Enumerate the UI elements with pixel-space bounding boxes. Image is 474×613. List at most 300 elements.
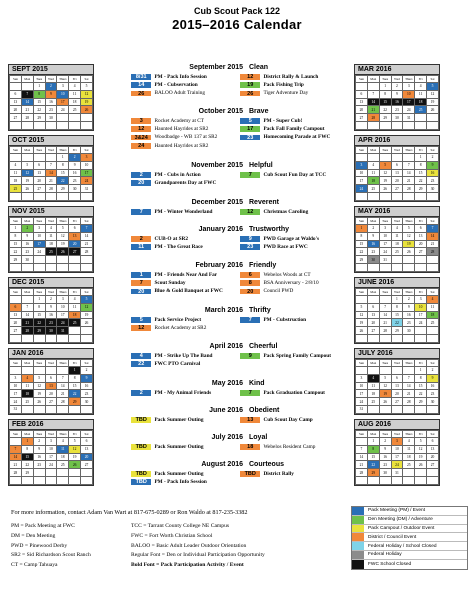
calendar-day [356,367,368,375]
event-name: Pack Summer Outing [154,471,204,478]
event-name: Pack Summer Outing [154,444,204,451]
calendar-day: 14 [403,169,415,177]
calendar-day: 25 [403,461,415,469]
event-date [239,142,261,150]
month-theme: Friendly [249,262,277,269]
calendar-day: 18 [403,453,415,461]
calendar-day: 27 [45,398,57,406]
legend-swatch [352,507,364,515]
calendar-day: 4 [57,438,69,446]
calendar-day: 20 [69,240,81,248]
calendar-day: 22 [33,106,45,114]
calendar-day: 9 [33,445,45,453]
month-heading [130,262,348,271]
weekday-header: Sat [81,218,93,225]
calendar-day [69,476,81,484]
calendar-day [45,334,57,342]
calendar-day: 10 [379,232,391,240]
calendar-day: 6 [356,90,368,98]
calendar-day [45,469,57,477]
calendar-day: 21 [379,319,391,327]
event-row [130,89,348,97]
calendar-day: 11 [367,382,379,390]
calendar-day [379,263,391,271]
calendar-day: 29 [33,114,45,122]
calendar-day: 21 [57,390,69,398]
calendar-day [367,296,379,304]
calendar-day: 26 [427,106,439,114]
event-name: PM - Super Cub! [263,118,303,125]
abbreviation: PWD = Pinewood Derby [11,542,68,549]
calendar-day: 2 [21,225,33,233]
event-date: 20 [130,179,152,187]
month-title: August 2016 [201,461,243,468]
event-name: Rocket Academy at SR2 [154,325,207,332]
calendar-day: 26 [57,248,69,256]
month-events [130,407,348,424]
month-theme: Brave [249,108,269,115]
calendar-day: 6 [367,303,379,311]
calendar-day [21,263,33,271]
calendar-day [427,114,439,122]
calendar-day [69,405,81,413]
month-title: October 2015 [198,108,243,115]
event-name: PM - Pack Info Session [154,74,207,81]
mini-calendar [8,348,94,415]
event-name: Pack Graduation Campout [263,390,325,397]
weekday-header: Fri [415,289,427,296]
calendar-day: 4 [10,161,22,169]
calendar-day: 7 [21,90,33,98]
event-date: 2 [130,171,152,179]
weekday-header: Mon [367,147,379,154]
month-title: September 2015 [189,64,243,71]
calendar-day: 10 [10,382,22,390]
calendar-day: 13 [69,232,81,240]
calendar-day: 1 [33,83,45,91]
month-theme: Helpful [249,162,273,169]
calendar-day: 11 [10,169,22,177]
calendar-day [10,263,22,271]
calendar-day: 8 [69,374,81,382]
calendar-day: 30 [427,398,439,406]
calendar-header [0,6,474,32]
month-theme: Clean [249,64,269,71]
calendar-day [69,192,81,200]
calendar-day: 7 [379,303,391,311]
calendar-day: 17 [57,98,69,106]
calendar-day: 23 [391,106,403,114]
calendar-day: 9 [367,232,379,240]
calendar-day [367,263,379,271]
calendar-day [33,334,45,342]
calendar-day: 24 [356,185,368,193]
calendar-day: 11 [415,90,427,98]
calendar-day: 2 [45,296,57,304]
calendar-day: 10 [33,232,45,240]
calendar-day: 12 [81,303,93,311]
weekday-header: Tues [33,431,45,438]
weekday-header: Sat [427,289,439,296]
calendar-day: 9 [69,161,81,169]
event-date: 19 [239,81,261,89]
calendar-day [45,405,57,413]
calendar-day: 23 [379,461,391,469]
month-title: March 2016 [204,307,243,314]
calendar-day: 27 [81,461,93,469]
calendar-day: 25 [367,185,379,193]
weekday-header: Sun [356,360,368,367]
calendar-day: 19 [81,98,93,106]
calendar-day: 7 [45,161,57,169]
calendar-day: 23 [69,177,81,185]
calendar-day: 17 [415,311,427,319]
month-title: February 2016 [195,262,243,269]
mini-calendar-grid [355,430,439,485]
calendar-day: 18 [415,98,427,106]
calendar-day: 10 [356,169,368,177]
calendar-day [415,114,427,122]
event-name: Homecoming Parade at FWC [263,134,331,141]
calendar-day: 23 [81,390,93,398]
calendar-day [69,114,81,122]
calendar-day [379,192,391,200]
calendar-day: 25 [427,319,439,327]
calendar-day: 9 [81,374,93,382]
weekday-header: Tues [33,76,45,83]
calendar-day: 13 [427,445,439,453]
calendar-day: 12 [379,169,391,177]
calendar-day: 3 [57,83,69,91]
calendar-day: 26 [379,398,391,406]
calendar-day: 30 [81,398,93,406]
mini-calendar [354,64,440,131]
calendar-day [57,121,69,129]
calendar-day: 26 [403,248,415,256]
mini-calendar [8,135,94,202]
calendar-day: 13 [33,169,45,177]
calendar-day: 24 [33,248,45,256]
legend-label: Den Meeting (DM) / Adventure [368,517,433,523]
calendar-day: 20 [391,390,403,398]
event-date: 2 [130,389,152,397]
weekday-header: Thurs [403,431,415,438]
weekday-header: Sat [427,218,439,225]
calendar-day: 15 [391,311,403,319]
calendar-day: 5 [415,438,427,446]
calendar-day [391,154,403,162]
calendar-day: 1 [57,154,69,162]
weekday-header: Sun [10,431,22,438]
calendar-day [391,476,403,484]
calendar-day [10,367,22,375]
calendar-day [81,405,93,413]
event-name: PM - The Great Race [154,244,203,251]
mini-calendar-grid [9,75,93,130]
calendar-day: 29 [391,327,403,335]
calendar-day: 2 [33,438,45,446]
calendar-day [367,154,379,162]
calendar-day: 31 [356,405,368,413]
calendar-day: 21 [403,177,415,185]
weekday-header: Wed [391,218,403,225]
calendar-day: 22 [10,248,22,256]
calendar-day: 25 [69,106,81,114]
weekday-header: Wed [45,360,57,367]
calendar-day: 14 [379,311,391,319]
legend-item [352,507,467,516]
calendar-day [57,263,69,271]
calendar-day: 21 [356,461,368,469]
calendar-day: 6 [81,438,93,446]
calendar-day [415,192,427,200]
calendar-day: 25 [45,248,57,256]
mini-calendar [8,419,94,486]
legend-item [352,542,467,551]
calendar-day [367,192,379,200]
weekday-header: Thurs [57,431,69,438]
calendar-day: 15 [21,453,33,461]
calendar-day [391,405,403,413]
event-row [130,316,348,324]
mini-calendar [354,348,440,415]
calendar-day: 23 [367,248,379,256]
calendar-day: 20 [33,177,45,185]
calendar-day: 15 [33,311,45,319]
calendar-day [391,367,403,375]
calendar-day: 8 [415,374,427,382]
mini-calendar [8,64,94,131]
calendar-day: 5 [81,83,93,91]
calendar-day [391,263,403,271]
event-name: PM - Strike Up The Band [154,353,213,360]
calendar-day: 27 [415,248,427,256]
calendar-day: 26 [379,185,391,193]
calendar-day: 24 [415,319,427,327]
calendar-day [415,263,427,271]
event-name: Pack Summer Outing [154,417,204,424]
calendar-day: 2 [403,296,415,304]
calendar-day: 10 [45,445,57,453]
month-heading [130,226,348,235]
calendar-day [57,405,69,413]
calendar-day: 3 [10,374,22,382]
calendar-day [33,192,45,200]
weekday-header: Sun [10,218,22,225]
calendar-day [356,192,368,200]
month-title: December 2015 [191,199,243,206]
event-date: 3&24 [130,134,152,142]
calendar-day: 2 [367,225,379,233]
month-title: July 2016 [211,434,243,441]
event-name: Cub Scout Fun Day at TCC [263,172,327,179]
calendar-day: 29 [57,185,69,193]
month-title: April 2016 [209,343,243,350]
abbreviation: Bold Font = Pack Participation Activity / Event [131,562,244,569]
calendar-day: 15 [415,382,427,390]
legend-swatch [352,542,364,550]
calendar-day [57,476,69,484]
calendar-day: 24 [81,177,93,185]
calendar-day: 21 [21,319,33,327]
calendar-day [427,327,439,335]
abbreviations-right [131,522,265,571]
calendar-day: 23 [403,319,415,327]
calendar-day: 25 [10,185,22,193]
event-name: Woodbadge - WB 137 at SR2 [154,134,218,141]
weekday-header: Fri [69,289,81,296]
calendar-day: 7 [81,225,93,233]
calendar-day: 5 [403,225,415,233]
event-row [130,271,348,279]
weekday-header: Fri [415,147,427,154]
legend-label: Federal Holiday / School Closed [368,543,437,549]
month-title: November 2015 [191,162,243,169]
weekday-header: Sun [356,218,368,225]
month-theme: Cheerful [249,343,278,350]
weekday-header: Sun [356,431,368,438]
event-row [130,470,348,478]
calendar-day: 3 [57,296,69,304]
mini-calendar-grid [355,288,439,343]
calendar-day [21,367,33,375]
calendar-day [356,476,368,484]
calendar-day: 9 [379,445,391,453]
calendar-day: 13 [415,232,427,240]
calendar-day: 6 [391,161,403,169]
calendar-day: 6 [10,90,22,98]
mini-calendar-grid [9,217,93,272]
calendar-day: 19 [21,177,33,185]
event-name: Tiger Adventure Day [263,90,309,97]
event-row [130,478,348,486]
weekday-header: Wed [45,289,57,296]
mini-calendar-month: MAY 2016 [355,207,439,217]
weekday-header: Thurs [403,76,415,83]
event-name: Pack Fall Family Campout [263,126,325,133]
event-row [130,179,348,187]
calendar-day [10,192,22,200]
calendar-day: 13 [356,98,368,106]
event-row [130,389,348,397]
weekday-header: Wed [45,431,57,438]
calendar-day: 24 [57,106,69,114]
calendar-day [415,334,427,342]
calendar-day [379,405,391,413]
event-row [130,81,348,89]
weekday-header: Thurs [403,147,415,154]
calendar-day [427,192,439,200]
event-row [130,133,348,141]
calendar-day: 15 [415,169,427,177]
calendar-day: 25 [69,319,81,327]
calendar-day: 12 [69,445,81,453]
calendar-day: 4 [367,161,379,169]
event-name: PM - Pack Info Session [154,479,207,486]
calendar-day: 2 [379,438,391,446]
calendar-day: 17 [10,390,22,398]
weekday-header: Fri [69,360,81,367]
calendar-day [81,192,93,200]
calendar-day [10,121,22,129]
month-theme: Thrifty [249,307,271,314]
event-date [239,360,261,368]
calendar-day: 7 [10,445,22,453]
calendar-day: 16 [45,98,57,106]
weekday-header: Tues [33,218,45,225]
calendar-day: 11 [21,382,33,390]
weekday-header: Thurs [57,289,69,296]
calendar-day [427,121,439,129]
calendar-day: 30 [391,114,403,122]
abbreviation: DM = Den Meeting [11,532,56,539]
calendar-day: 19 [57,240,69,248]
calendar-day: 19 [356,319,368,327]
calendar-day: 10 [356,382,368,390]
calendar-day: 2 [427,154,439,162]
color-legend [351,506,468,570]
mini-calendar-grid [9,146,93,201]
pack-name: Cub Scout Pack 122 [193,6,281,16]
mini-calendar-month: APR 2016 [355,136,439,146]
month-theme: Kind [249,380,265,387]
calendar-day [379,367,391,375]
calendar-day: 22 [415,390,427,398]
calendar-day: 15 [10,240,22,248]
calendar-day: 22 [33,319,45,327]
calendar-day: 20 [45,390,57,398]
calendar-day [21,296,33,304]
calendar-day: 11 [45,232,57,240]
calendar-day [45,154,57,162]
calendar-day: 13 [81,445,93,453]
calendar-day [81,256,93,264]
event-name: PWD Garage at Waldo's [263,236,320,243]
calendar-day: 20 [10,319,22,327]
month-events [130,108,348,150]
calendar-day: 5 [81,296,93,304]
calendar-day: 29 [367,469,379,477]
weekday-header: Fri [69,76,81,83]
calendar-day: 14 [57,382,69,390]
calendar-day: 8 [367,445,379,453]
event-date: 26 [130,90,152,98]
event-date: 1 [130,271,152,279]
calendar-day: 21 [21,106,33,114]
abbreviation: PM = Pack Meeting at FWC [11,523,75,529]
calendar-day: 17 [379,240,391,248]
calendar-day: 14 [81,232,93,240]
weekday-header: Sun [10,76,22,83]
calendar-day: 25 [57,461,69,469]
calendar-day: 22 [21,461,33,469]
calendar-day: 26 [415,461,427,469]
event-name: Blue & Gold Banquet at FWC [154,288,223,295]
calendar-day: 12 [379,382,391,390]
calendar-day [403,334,415,342]
calendar-day: 1 [379,83,391,91]
calendar-day: 14 [356,453,368,461]
event-date: TBD [130,478,152,486]
mini-calendar-month: FEB 2016 [9,420,93,430]
weekday-header: Sat [427,147,439,154]
calendar-day: 14 [21,98,33,106]
calendar-day: 7 [21,303,33,311]
calendar-day [415,121,427,129]
weekday-header: Wed [45,147,57,154]
abbreviation: SR2 = Sid Richardson Scout Ranch [11,552,91,559]
legend-label: FWC School Closed [368,561,412,567]
